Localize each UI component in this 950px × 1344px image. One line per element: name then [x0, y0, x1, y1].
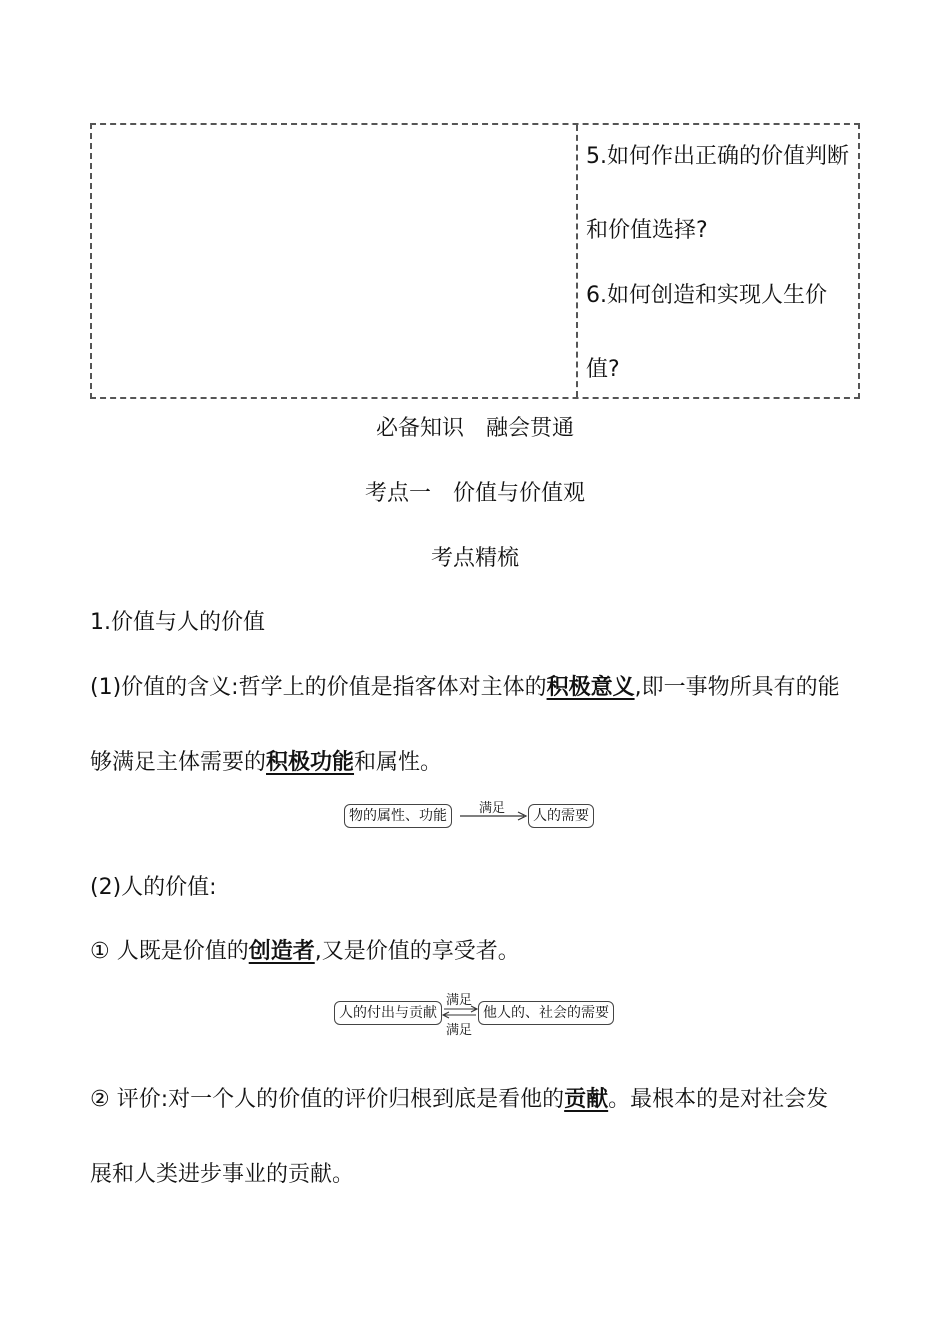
diagram-2-left-node: 人的付出与贡献	[334, 1001, 442, 1025]
question-6-line-2: 值?	[586, 357, 620, 382]
text: 。最根本的是对社会发	[608, 1087, 829, 1112]
paragraph-1-line-2	[90, 745, 442, 776]
keyword-positive-meaning: 积极意义	[546, 675, 635, 700]
section-heading: 必备知识 融会贯通	[375, 416, 574, 441]
question-5-line-2: 和价值选择?	[586, 218, 708, 243]
box-divider	[576, 125, 578, 397]
text: 和属性。	[354, 750, 443, 775]
diagram-1-right-node: 人的需要	[528, 804, 594, 828]
text: ① 人既是价值的	[90, 939, 249, 964]
text: ,即一事物所具有的能	[634, 675, 840, 700]
paragraph-4-line-1	[90, 1082, 828, 1113]
question-6-line-1: 6.如何创造和实现人生价	[586, 283, 827, 308]
paragraph-4-line-2: 展和人类进步事业的贡献。	[90, 1162, 355, 1187]
question-5-line-1: 5.如何作出正确的价值判断	[586, 144, 849, 169]
diagram-2-arrow-top-label: 满足	[446, 993, 473, 1008]
text: ② 评价:对一个人的价值的评价归根到底是看他的	[90, 1087, 565, 1112]
point-1-title: 1.价值与人的价值	[90, 610, 265, 635]
diagram-1-left-node: 物的属性、功能	[344, 804, 452, 828]
keyword-positive-function: 积极功能	[266, 750, 355, 775]
diagram-2-arrow-bottom-label: 满足	[446, 1023, 473, 1038]
topic-heading: 考点一 价值与价值观	[364, 481, 585, 506]
keyword-contribution: 贡献	[564, 1087, 609, 1112]
text: (1)价值的含义:哲学上的价值是指客体对主体的	[90, 675, 547, 700]
text: 够满足主体需要的	[90, 750, 267, 775]
point-2-title: (2)人的价值:	[90, 875, 217, 900]
paragraph-1-line-1	[90, 670, 840, 701]
question-box	[90, 123, 860, 399]
diagram-2-right-node: 他人的、社会的需要	[478, 1001, 614, 1025]
right-arrow-icon	[458, 808, 530, 822]
text: ,又是价值的享受者。	[314, 939, 520, 964]
paragraph-3	[90, 934, 520, 965]
diagram-1-arrow-label: 满足	[479, 801, 506, 816]
sub-heading: 考点精梳	[430, 546, 519, 571]
keyword-creator: 创造者	[248, 939, 315, 964]
